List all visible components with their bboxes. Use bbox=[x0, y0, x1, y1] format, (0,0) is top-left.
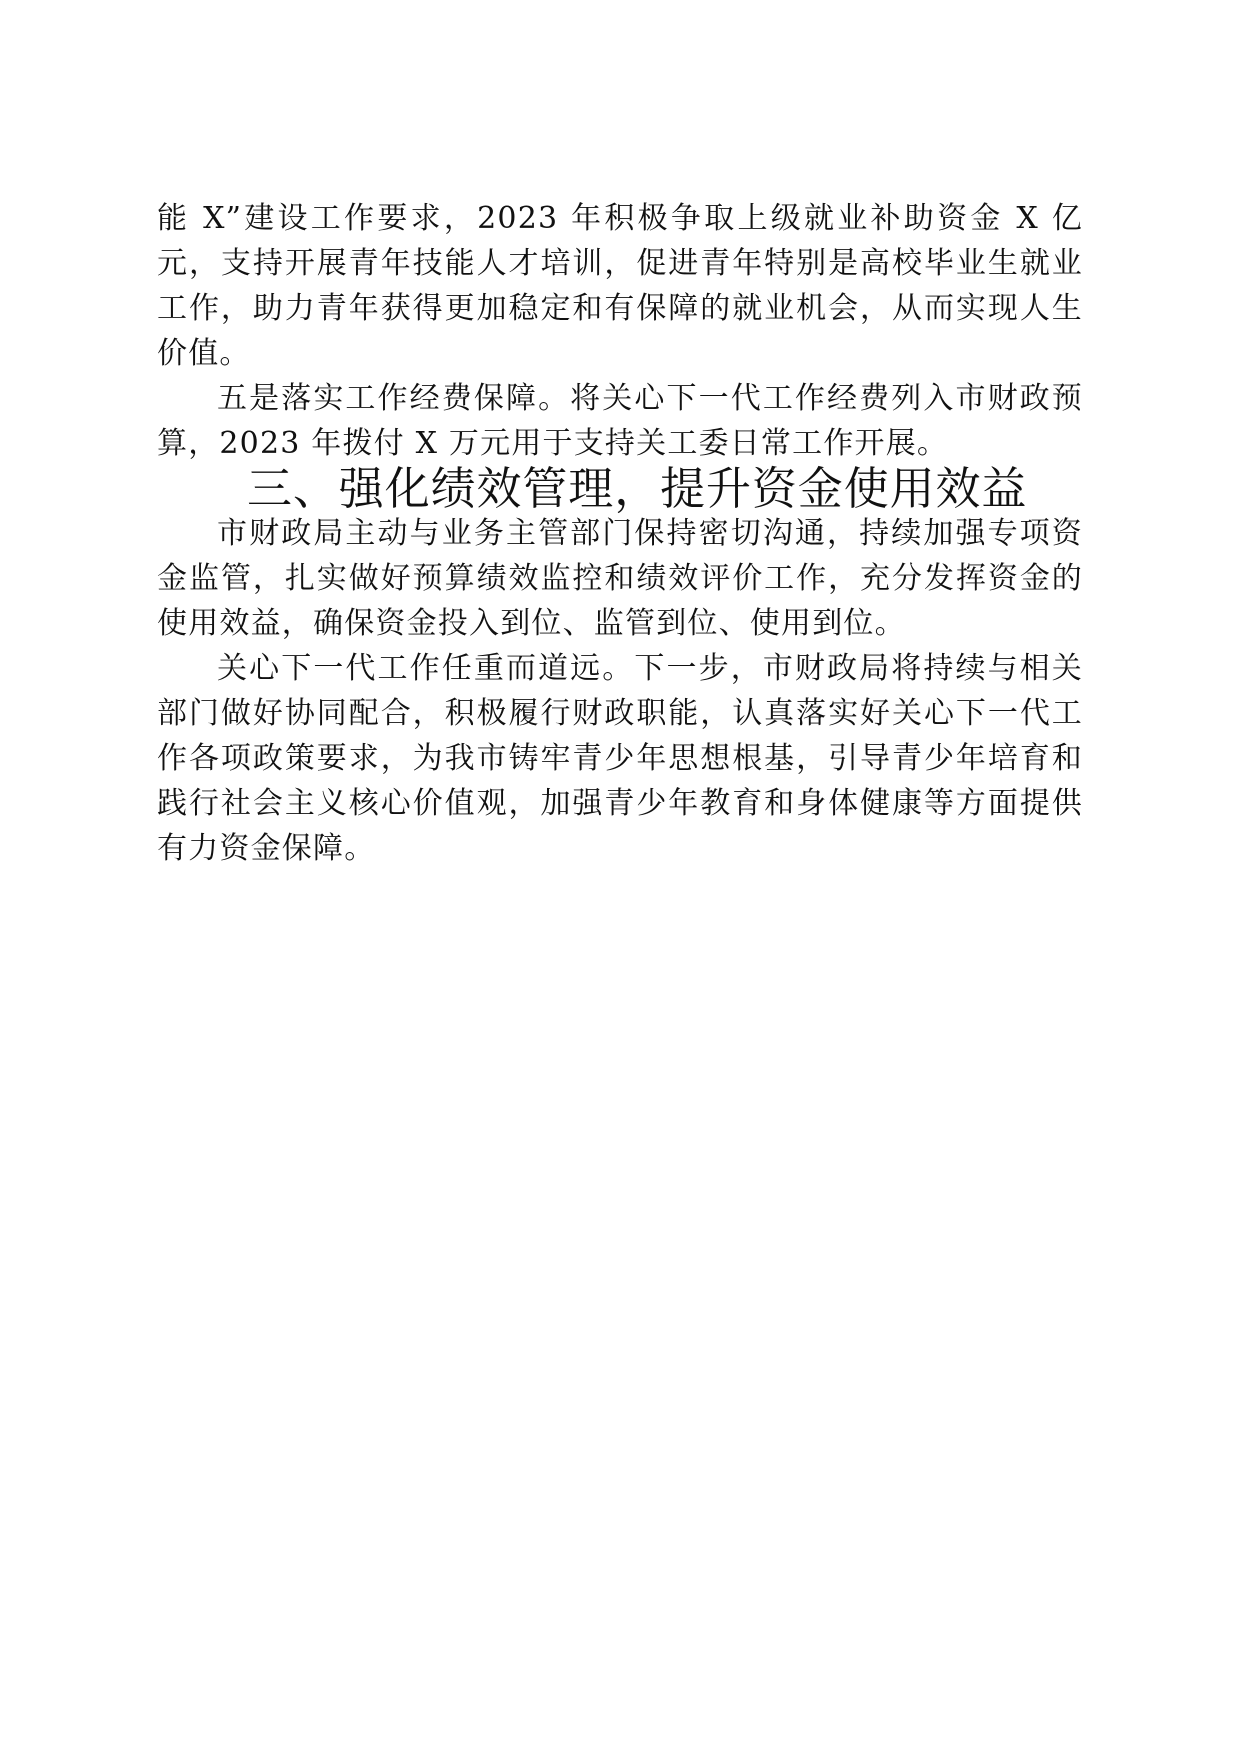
paragraph-continued-employment: 能 X”建设工作要求，2023 年积极争取上级就业补助资金 X 亿元，支持开展青年技能人才培训，促进青年特别是高校毕业生就业工作，助力青年获得更加稳定和有保障的就业机会，从而实现人生价值。 bbox=[157, 201, 1083, 371]
section-heading-performance-management: 三、强化绩效管理，提升资金使用效益 bbox=[247, 462, 1028, 515]
paragraph-funding-guarantee: 五是落实工作经费保障。将关心下一代工作经费列入市财政预算，2023 年拨付 X 万元用于支持关工委日常工作开展。 bbox=[157, 381, 1083, 461]
paragraph-next-steps: 关心下一代工作任重而道远。下一步，市财政局将持续与相关部门做好协同配合，积极履行财政职能，认真落实好关心下一代工作各项政策要求，为我市铸牢青少年思想根基，引导青少年培育和践行社会主义核心价值观，加强青少年教育和身体健康等方面提供有力资金保障。 bbox=[157, 651, 1083, 866]
document-body bbox=[157, 196, 1083, 871]
paragraph-supervision: 市财政局主动与业务主管部门保持密切沟通，持续加强专项资金监管，扎实做好预算绩效监控和绩效评价工作，充分发挥资金的使用效益，确保资金投入到位、监管到位、使用到位。 bbox=[157, 516, 1083, 641]
